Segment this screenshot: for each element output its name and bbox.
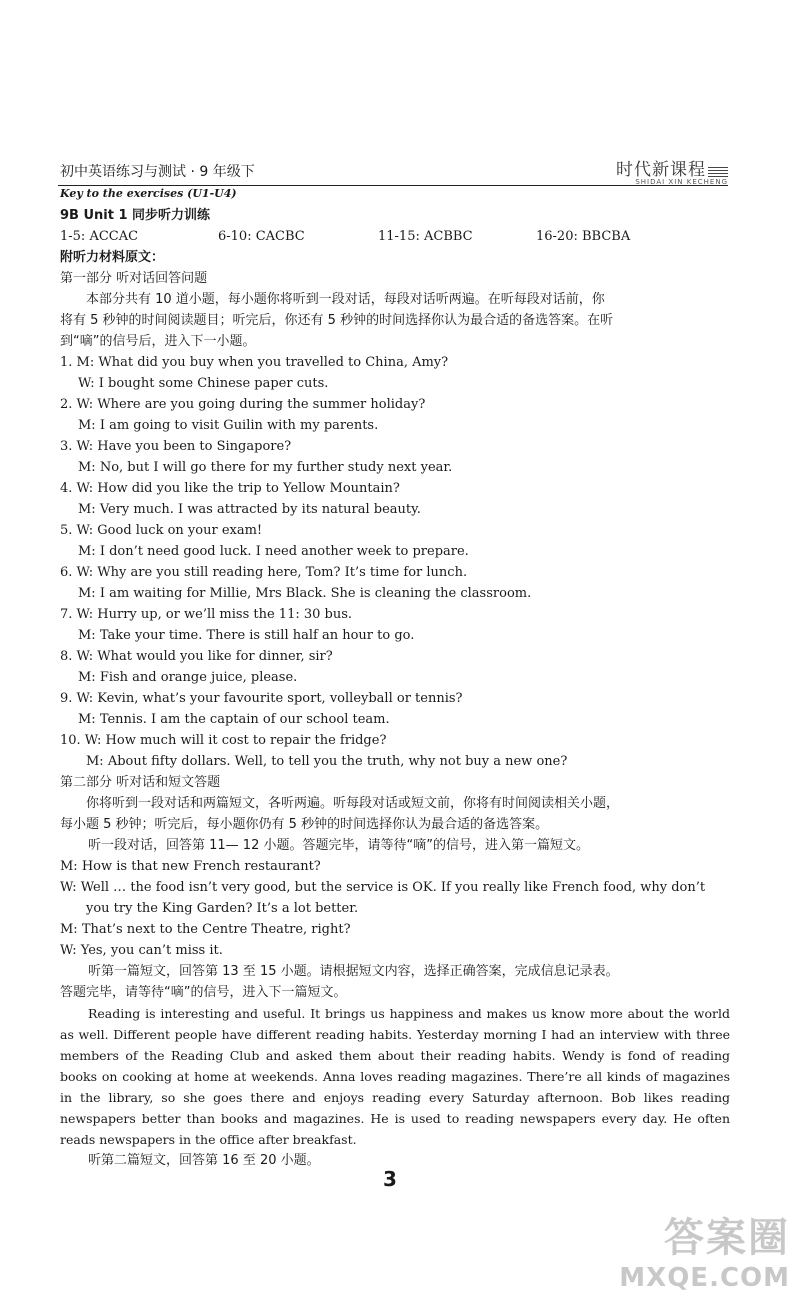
passage1-line: as well. Different people have different reading habits. Yesterday morning I had an interview with three <box>60 1027 730 1042</box>
dialogue-answer: W: I bought some Chinese paper cuts. <box>78 376 329 391</box>
dialogue-answer: M: About fifty dollars. Well, to tell you the truth, why not buy a new one? <box>86 754 568 769</box>
main-content <box>60 205 730 1171</box>
dialogue-question: 2. W: Where are you going during the summer holiday? <box>60 397 426 412</box>
dialogue-line: you try the King Garden? It’s a lot better. <box>86 901 359 916</box>
passage2-intro: 听第二篇短文，回答第 16 至 20 小题。 <box>88 1153 320 1168</box>
dialogue-question: 9. W: Kevin, what’s your favourite sport, volleyball or tennis? <box>60 691 463 706</box>
dialogue-question: 6. W: Why are you still reading here, Tom? It’s time for lunch. <box>60 565 468 580</box>
brand-name-cn: 时代新课程 <box>616 160 706 180</box>
dialogue-question: 5. W: Good luck on your exam! <box>60 523 263 538</box>
watermark-cn: 答案圈 <box>664 1215 790 1261</box>
brand-name-en: SHIDAI XIN KECHENG <box>635 178 728 186</box>
answer-row <box>60 226 730 247</box>
dialogue-line: M: That’s next to the Centre Theatre, right? <box>60 922 351 937</box>
dialogue-answer: M: Very much. I was attracted by its natural beauty. <box>78 502 421 517</box>
key-to-exercises: Key to the exercises (U1-U4) <box>60 187 237 200</box>
dialogue-question: 1. M: What did you buy when you travelled to China, Amy? <box>60 355 449 370</box>
passage1-line: books on cooking at home at weekends. Anna loves reading magazines. There’re all kinds of magazines <box>60 1069 730 1084</box>
answer-group: 6-10: CACBC <box>218 229 305 244</box>
dialogue-answer: M: Fish and orange juice, please. <box>78 670 298 685</box>
brand-stripes-icon <box>708 165 728 177</box>
dialogue-question: 8. W: What would you like for dinner, sir? <box>60 649 333 664</box>
answer-group: 1-5: ACCAC <box>60 229 139 244</box>
dialogue-question: 10. W: How much will it cost to repair the fridge? <box>60 733 387 748</box>
dialogue-answer: M: I am waiting for Millie, Mrs Black. She is cleaning the classroom. <box>78 586 532 601</box>
dialogue-question: 3. W: Have you been to Singapore? <box>60 439 292 454</box>
passage1-line: in the library, so she goes there and enjoys reading every Saturday afternoon. Bob likes reading <box>60 1090 730 1105</box>
dialogue-answer: M: Tennis. I am the captain of our school team. <box>78 712 390 727</box>
part2-heading: 第二部分 听对话和短文答题 <box>60 775 221 790</box>
dialogue-answer: M: No, but I will go there for my further study next year. <box>78 460 453 475</box>
page-header <box>58 155 728 186</box>
passage1-line: Reading is interesting and useful. It brings us happiness and makes us know more about the world <box>88 1006 730 1021</box>
dialogue-answer: M: I don’t need good luck. I need another week to prepare. <box>78 544 469 559</box>
dialogue-line: W: Yes, you can’t miss it. <box>60 943 223 958</box>
part1-instruction: 本部分共有 10 道小题，每小题你将听到一段对话，每段对话听两遍。在听每段对话前，你 <box>86 292 605 307</box>
part2-instruction: 你将听到一段对话和两篇短文，各听两遍。听每段对话或短文前，你将有时间阅读相关小题， <box>86 796 620 811</box>
dialogue-question: 7. W: Hurry up, or we’ll miss the 11: 30 bus. <box>60 607 353 622</box>
answer-group: 16-20: BBCBA <box>536 229 631 244</box>
unit-title: 9B Unit 1 同步听力训练 <box>60 208 211 223</box>
brand-logo <box>616 155 728 186</box>
part1-instruction: 将有 5 秒钟的时间阅读题目；听完后，你还有 5 秒钟的时间选择你认为最合适的备选答案。在听 <box>60 313 614 328</box>
dialogue-question: 4. W: How did you like the trip to Yellow Mountain? <box>60 481 400 496</box>
part2-instruction: 每小题 5 秒钟；听完后，每小题你仍有 5 秒钟的时间选择你认为最合适的备选答案。 <box>60 817 549 832</box>
watermark <box>619 1206 790 1293</box>
part1-instruction: 到“嘀”的信号后，进入下一小题。 <box>60 334 256 349</box>
passage1-line: members of the Reading Club and asked them about their reading habits. Wendy is fond of reading <box>60 1048 730 1063</box>
answer-group: 11-15: ACBBC <box>378 229 473 244</box>
dialogue-line: W: Well … the food isn’t very good, but the service is OK. If you really like French food, why don’t <box>60 880 706 895</box>
transcript-heading: 附听力材料原文： <box>60 250 165 265</box>
dialogue-intro: 听一段对话，回答第 11— 12 小题。答题完毕，请等待“嘀”的信号，进入第一篇短文。 <box>88 838 589 853</box>
book-title: 初中英语练习与测试 · 9 年级下 <box>60 164 255 180</box>
passage1-intro: 答题完毕，请等待“嘀”的信号，进入下一篇短文。 <box>60 985 347 1000</box>
watermark-en: MXQE.COM <box>619 1263 790 1293</box>
part1-heading: 第一部分 听对话回答问题 <box>60 271 208 286</box>
dialogue-answer: M: I am going to visit Guilin with my parents. <box>78 418 379 433</box>
page-number: 3 <box>383 1167 397 1191</box>
dialogue-line: M: How is that new French restaurant? <box>60 859 321 874</box>
passage1-line: newspapers better than books and magazines. He is used to reading newspapers every day. He often <box>60 1111 730 1126</box>
dialogue-answer: M: Take your time. There is still half an hour to go. <box>78 628 415 643</box>
passage1-line: reads newspapers in the office after breakfast. <box>60 1132 357 1147</box>
passage1-intro: 听第一篇短文，回答第 13 至 15 小题。请根据短文内容，选择正确答案，完成信息记录表。 <box>88 964 619 979</box>
